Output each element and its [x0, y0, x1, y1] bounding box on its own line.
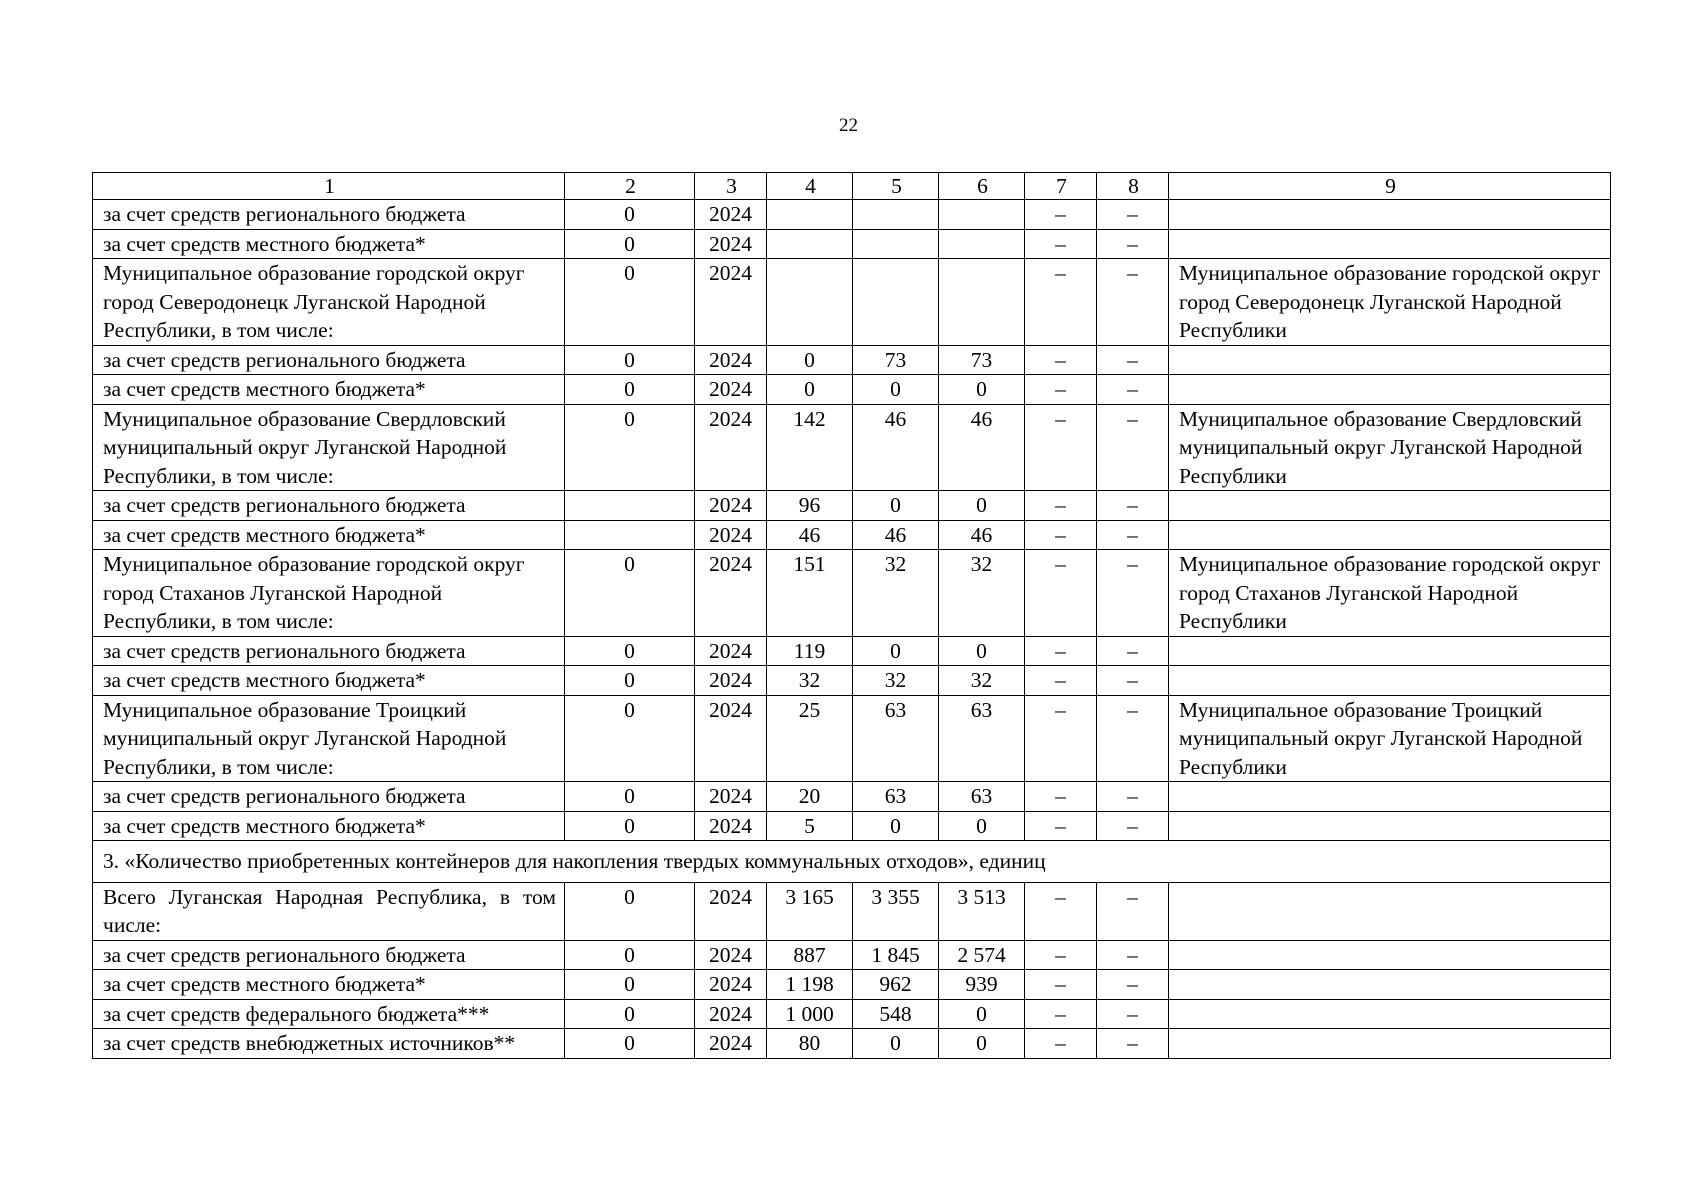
header-cell: 3: [695, 173, 767, 200]
row-label-cell: за счет средств местного бюджета*: [93, 666, 565, 696]
value-2025-cell: 46: [853, 404, 939, 491]
row-label-cell: Муниципальное образование городской округ город Северодонецк Луганской Народной Республики, в том числе:: [93, 259, 565, 346]
table-row: [93, 550, 1611, 637]
table-row: [93, 782, 1611, 812]
value-2024-cell: [767, 200, 853, 230]
value-2026-cell: [939, 200, 1025, 230]
value-2025-cell: [853, 259, 939, 346]
baseline-cell: 0: [565, 636, 695, 666]
table-row: [93, 695, 1611, 782]
row-label-cell: за счет средств регионального бюджета: [93, 200, 565, 230]
value-col8-cell: –: [1097, 782, 1169, 812]
value-2025-cell: 0: [853, 1029, 939, 1059]
value-col8-cell: –: [1097, 636, 1169, 666]
value-2026-cell: 0: [939, 491, 1025, 521]
table-row: [93, 1029, 1611, 1059]
baseline-cell: 0: [565, 695, 695, 782]
value-2026-cell: 0: [939, 375, 1025, 405]
row-label-cell: за счет средств местного бюджета*: [93, 970, 565, 1000]
base-year-cell: 2024: [695, 999, 767, 1029]
table-row: [93, 520, 1611, 550]
value-col7-cell: –: [1025, 345, 1097, 375]
base-year-cell: 2024: [695, 811, 767, 841]
header-cell: 6: [939, 173, 1025, 200]
value-2026-cell: 63: [939, 695, 1025, 782]
base-year-cell: 2024: [695, 782, 767, 812]
base-year-cell: 2024: [695, 940, 767, 970]
baseline-cell: 0: [565, 666, 695, 696]
table-body: [93, 173, 1611, 1059]
value-2025-cell: 63: [853, 695, 939, 782]
value-2026-cell: [939, 229, 1025, 259]
value-2025-cell: 0: [853, 636, 939, 666]
base-year-cell: 2024: [695, 970, 767, 1000]
value-2025-cell: 0: [853, 811, 939, 841]
value-col8-cell: –: [1097, 491, 1169, 521]
table-row: [93, 259, 1611, 346]
base-year-cell: 2024: [695, 345, 767, 375]
value-2026-cell: 46: [939, 520, 1025, 550]
table-row: [93, 666, 1611, 696]
value-2024-cell: 80: [767, 1029, 853, 1059]
value-2026-cell: 0: [939, 1029, 1025, 1059]
value-2024-cell: 96: [767, 491, 853, 521]
row-label-cell: за счет средств регионального бюджета: [93, 782, 565, 812]
responsible-cell: [1169, 999, 1611, 1029]
value-2026-cell: 0: [939, 811, 1025, 841]
base-year-cell: 2024: [695, 636, 767, 666]
row-label-cell: за счет средств федерального бюджета***: [93, 999, 565, 1029]
table-row: [93, 999, 1611, 1029]
value-2024-cell: 0: [767, 345, 853, 375]
row-label-cell: за счет средств регионального бюджета: [93, 940, 565, 970]
responsible-cell: [1169, 229, 1611, 259]
value-2024-cell: [767, 229, 853, 259]
value-col7-cell: –: [1025, 666, 1097, 696]
baseline-cell: 0: [565, 970, 695, 1000]
baseline-cell: [565, 491, 695, 521]
value-col8-cell: –: [1097, 404, 1169, 491]
value-col7-cell: –: [1025, 520, 1097, 550]
value-2026-cell: 2 574: [939, 940, 1025, 970]
value-col7-cell: –: [1025, 491, 1097, 521]
header-cell: 5: [853, 173, 939, 200]
value-col7-cell: –: [1025, 970, 1097, 1000]
responsible-cell: [1169, 491, 1611, 521]
value-2025-cell: 1 845: [853, 940, 939, 970]
table-row: [93, 375, 1611, 405]
baseline-cell: 0: [565, 404, 695, 491]
row-label-cell: за счет средств местного бюджета*: [93, 229, 565, 259]
row-label-cell: за счет средств внебюджетных источников**: [93, 1029, 565, 1059]
value-col7-cell: –: [1025, 375, 1097, 405]
base-year-cell: 2024: [695, 404, 767, 491]
base-year-cell: 2024: [695, 375, 767, 405]
responsible-cell: Муниципальное образование городской округ город Стаханов Луганской Народной Республики: [1169, 550, 1611, 637]
value-col7-cell: –: [1025, 550, 1097, 637]
value-2024-cell: 1 000: [767, 999, 853, 1029]
value-2024-cell: 1 198: [767, 970, 853, 1000]
header-row: [93, 173, 1611, 200]
value-2024-cell: 151: [767, 550, 853, 637]
value-col7-cell: –: [1025, 782, 1097, 812]
table-row: [93, 940, 1611, 970]
value-col7-cell: –: [1025, 1029, 1097, 1059]
header-cell: 7: [1025, 173, 1097, 200]
value-2025-cell: 46: [853, 520, 939, 550]
value-col8-cell: –: [1097, 259, 1169, 346]
value-2024-cell: [767, 259, 853, 346]
value-col8-cell: –: [1097, 520, 1169, 550]
base-year-cell: 2024: [695, 1029, 767, 1059]
responsible-cell: [1169, 636, 1611, 666]
value-col8-cell: –: [1097, 229, 1169, 259]
table-row: [93, 345, 1611, 375]
value-2026-cell: 939: [939, 970, 1025, 1000]
row-label-cell: за счет средств местного бюджета*: [93, 375, 565, 405]
responsible-cell: Муниципальное образование Свердловский муниципальный округ Луганской Народной Республики: [1169, 404, 1611, 491]
value-col7-cell: –: [1025, 636, 1097, 666]
row-label-cell: за счет средств регионального бюджета: [93, 636, 565, 666]
value-col7-cell: –: [1025, 695, 1097, 782]
baseline-cell: 0: [565, 550, 695, 637]
base-year-cell: 2024: [695, 666, 767, 696]
value-col7-cell: –: [1025, 404, 1097, 491]
value-2025-cell: 32: [853, 666, 939, 696]
table-row: [93, 404, 1611, 491]
value-2025-cell: [853, 200, 939, 230]
value-col8-cell: –: [1097, 970, 1169, 1000]
row-label-cell: Всего Луганская Народная Республика, в том числе:: [93, 882, 565, 940]
baseline-cell: 0: [565, 229, 695, 259]
baseline-cell: 0: [565, 940, 695, 970]
header-cell: 2: [565, 173, 695, 200]
value-2026-cell: 3 513: [939, 882, 1025, 940]
value-col8-cell: –: [1097, 345, 1169, 375]
responsible-cell: Муниципальное образование городской округ город Северодонецк Луганской Народной Республики: [1169, 259, 1611, 346]
responsible-cell: [1169, 666, 1611, 696]
responsible-cell: [1169, 882, 1611, 940]
value-col8-cell: –: [1097, 666, 1169, 696]
table-row: [93, 491, 1611, 521]
value-2025-cell: 32: [853, 550, 939, 637]
value-col7-cell: –: [1025, 940, 1097, 970]
baseline-cell: 0: [565, 1029, 695, 1059]
value-2025-cell: 548: [853, 999, 939, 1029]
responsible-cell: [1169, 375, 1611, 405]
responsible-cell: [1169, 970, 1611, 1000]
value-2026-cell: 32: [939, 550, 1025, 637]
value-2025-cell: 0: [853, 491, 939, 521]
table-row: [93, 882, 1611, 940]
row-label-cell: за счет средств местного бюджета*: [93, 811, 565, 841]
value-col7-cell: –: [1025, 882, 1097, 940]
base-year-cell: 2024: [695, 200, 767, 230]
value-col7-cell: –: [1025, 200, 1097, 230]
section-title: 3. «Количество приобретенных контейнеров для накопления твердых коммунальных отходов», единиц: [93, 841, 1611, 883]
indicators-table: [92, 172, 1611, 1059]
value-col8-cell: –: [1097, 375, 1169, 405]
header-cell: 4: [767, 173, 853, 200]
value-col8-cell: –: [1097, 882, 1169, 940]
table-row: [93, 200, 1611, 230]
baseline-cell: 0: [565, 782, 695, 812]
table-row: [93, 636, 1611, 666]
responsible-cell: [1169, 200, 1611, 230]
value-2025-cell: 962: [853, 970, 939, 1000]
table-row: [93, 811, 1611, 841]
row-label-cell: за счет средств регионального бюджета: [93, 345, 565, 375]
value-col8-cell: –: [1097, 1029, 1169, 1059]
value-col8-cell: –: [1097, 999, 1169, 1029]
value-col7-cell: –: [1025, 811, 1097, 841]
value-2024-cell: 5: [767, 811, 853, 841]
baseline-cell: 0: [565, 375, 695, 405]
value-2026-cell: [939, 259, 1025, 346]
value-2026-cell: 63: [939, 782, 1025, 812]
value-2024-cell: 0: [767, 375, 853, 405]
value-2025-cell: 73: [853, 345, 939, 375]
base-year-cell: 2024: [695, 259, 767, 346]
row-label-cell: Муниципальное образование Троицкий муниципальный округ Луганской Народной Республики, в том числе:: [93, 695, 565, 782]
value-2024-cell: 20: [767, 782, 853, 812]
row-label-cell: Муниципальное образование Свердловский муниципальный округ Луганской Народной Республики, в том числе:: [93, 404, 565, 491]
value-2026-cell: 32: [939, 666, 1025, 696]
value-2024-cell: 142: [767, 404, 853, 491]
baseline-cell: 0: [565, 259, 695, 346]
base-year-cell: 2024: [695, 520, 767, 550]
baseline-cell: 0: [565, 882, 695, 940]
value-2026-cell: 0: [939, 636, 1025, 666]
value-2025-cell: 63: [853, 782, 939, 812]
section-row: [93, 841, 1611, 883]
value-2025-cell: 3 355: [853, 882, 939, 940]
base-year-cell: 2024: [695, 229, 767, 259]
value-2026-cell: 0: [939, 999, 1025, 1029]
responsible-cell: Муниципальное образование Троицкий муниципальный округ Луганской Народной Республики: [1169, 695, 1611, 782]
value-2024-cell: 32: [767, 666, 853, 696]
value-2025-cell: 0: [853, 375, 939, 405]
responsible-cell: [1169, 1029, 1611, 1059]
base-year-cell: 2024: [695, 491, 767, 521]
page-number: 22: [839, 115, 858, 136]
value-col8-cell: –: [1097, 695, 1169, 782]
value-col8-cell: –: [1097, 550, 1169, 637]
value-2026-cell: 73: [939, 345, 1025, 375]
row-label-cell: за счет средств местного бюджета*: [93, 520, 565, 550]
base-year-cell: 2024: [695, 882, 767, 940]
responsible-cell: [1169, 811, 1611, 841]
header-cell: 1: [93, 173, 565, 200]
value-2024-cell: 25: [767, 695, 853, 782]
baseline-cell: 0: [565, 811, 695, 841]
table-row: [93, 970, 1611, 1000]
value-2024-cell: 46: [767, 520, 853, 550]
value-col7-cell: –: [1025, 999, 1097, 1029]
value-col7-cell: –: [1025, 259, 1097, 346]
responsible-cell: [1169, 940, 1611, 970]
header-cell: 8: [1097, 173, 1169, 200]
base-year-cell: 2024: [695, 550, 767, 637]
responsible-cell: [1169, 345, 1611, 375]
row-label-cell: за счет средств регионального бюджета: [93, 491, 565, 521]
responsible-cell: [1169, 782, 1611, 812]
value-2024-cell: 119: [767, 636, 853, 666]
value-2025-cell: [853, 229, 939, 259]
header-cell: 9: [1169, 173, 1611, 200]
value-col8-cell: –: [1097, 940, 1169, 970]
responsible-cell: [1169, 520, 1611, 550]
value-2026-cell: 46: [939, 404, 1025, 491]
row-label-cell: Муниципальное образование городской округ город Стаханов Луганской Народной Республики, в том числе:: [93, 550, 565, 637]
value-col8-cell: –: [1097, 811, 1169, 841]
value-col7-cell: –: [1025, 229, 1097, 259]
baseline-cell: [565, 520, 695, 550]
table-row: [93, 229, 1611, 259]
baseline-cell: 0: [565, 345, 695, 375]
value-2024-cell: 3 165: [767, 882, 853, 940]
baseline-cell: 0: [565, 200, 695, 230]
baseline-cell: 0: [565, 999, 695, 1029]
value-col8-cell: –: [1097, 200, 1169, 230]
base-year-cell: 2024: [695, 695, 767, 782]
value-2024-cell: 887: [767, 940, 853, 970]
